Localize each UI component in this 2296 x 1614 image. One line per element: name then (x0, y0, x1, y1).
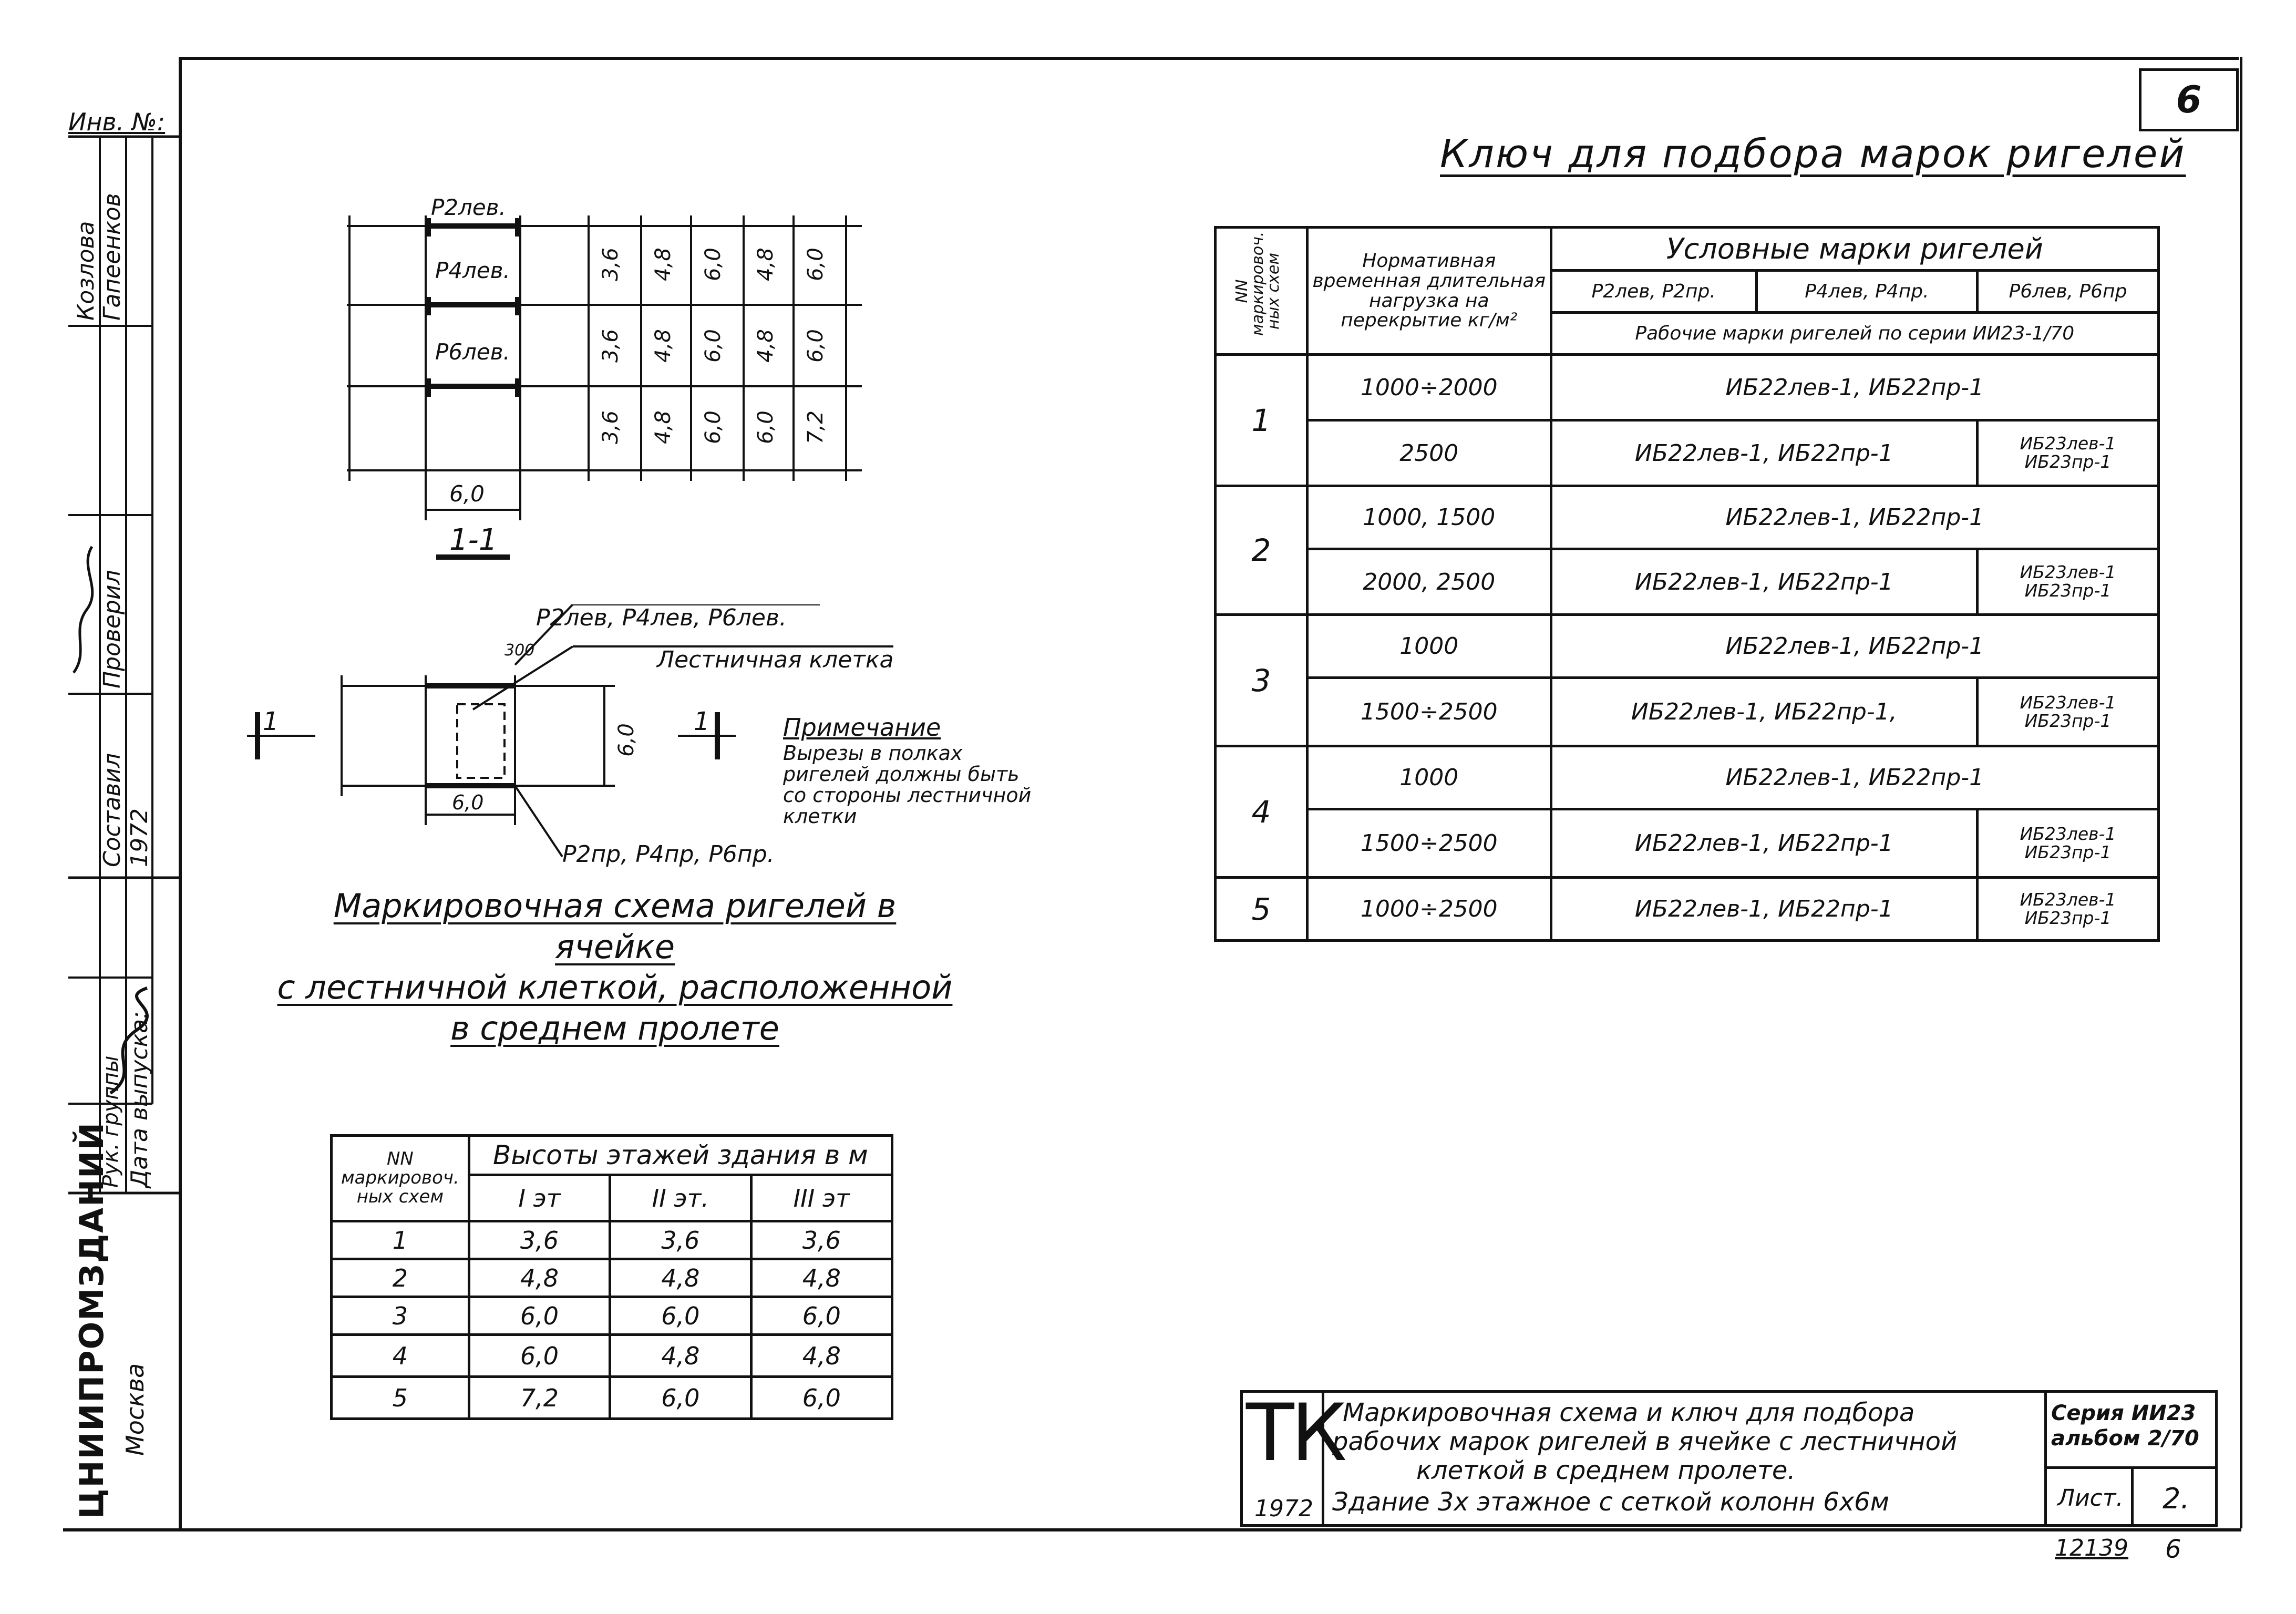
key-row-1-marks-a: ИБ22лев-1, ИБ22пр-1 (1551, 355, 2158, 420)
heights-row-1-no: 1 (332, 1221, 469, 1259)
heights-row-1-1: 3,6 (469, 1221, 610, 1259)
plan-h-1-3: 6,0 (701, 248, 725, 281)
key-row-4-no: 4 (1216, 746, 1307, 878)
key-row-4-load-a: 1000 (1307, 746, 1551, 809)
heights-row-1-2: 3,6 (610, 1221, 751, 1259)
heights-head-title: Высоты этажей здания в м (469, 1136, 892, 1175)
caption-line-1: Маркировочная схема ригелей в ячейке (333, 887, 897, 966)
key-row-2-marks-b: ИБ22лев-1, ИБ22пр-1 (1551, 549, 1977, 615)
sheet-number-box: 6 (2139, 68, 2239, 131)
heights-row-3-3: 6,0 (751, 1297, 892, 1335)
stamp-ruk-gruppy: Рук. группы (99, 1055, 123, 1188)
title-block-series-cell (2044, 1390, 2218, 1469)
cell-dim-300: 300 (504, 641, 535, 660)
cell-cut-right: 1 (694, 707, 710, 736)
plan-h-2-3: 6,0 (701, 329, 725, 363)
title-text-1: Маркировочная схема и ключ для подбора (1343, 1398, 1915, 1427)
key-row-3-p6: ИБ23лев-1 ИБ23пр-1 (1978, 678, 2159, 746)
cell-stair-label: Лестничная клетка (657, 646, 894, 673)
key-row-3-no: 3 (1216, 615, 1307, 746)
key-row-3-marks-b: ИБ22лев-1, ИБ22пр-1, (1551, 678, 1977, 746)
heights-row-4-no: 4 (332, 1335, 469, 1377)
stamp-proveril: Проверил (99, 570, 126, 688)
heights-row-4-1: 6,0 (469, 1335, 610, 1377)
sheet-label-cell (2044, 1466, 2134, 1527)
sheet-label: Лист. (2057, 1485, 2124, 1512)
heights-row-3-no: 3 (332, 1297, 469, 1335)
caption-line-2: с лестничной клеткой, расположенной (277, 968, 953, 1006)
heights-row-2-2: 4,8 (610, 1259, 751, 1297)
frame-right-border (2240, 57, 2242, 1528)
key-row-2-load-b: 2000, 2500 (1307, 549, 1551, 615)
cell-cut-left: 1 (263, 707, 279, 736)
key-row-2-p6: ИБ23лев-1 ИБ23пр-1 (1978, 549, 2159, 615)
plan-h-3-2: 4,8 (651, 410, 675, 444)
key-head-work: Рабочие марки ригелей по серии ИИ23-1/70 (1551, 313, 2158, 355)
stamp-gapeenkov: Гапеенков (99, 193, 126, 321)
plan-label-p6: Р6лев. (435, 339, 510, 365)
key-row-3-load-b: 1500÷2500 (1307, 678, 1551, 746)
heights-row-5-2: 6,0 (610, 1377, 751, 1419)
cell-note-text: Вырезы в полках ригелей должны быть со стороны лестничной клетки (783, 742, 1032, 828)
sheet-number: 2. (2163, 1482, 2190, 1515)
plan-h-2-4: 4,8 (753, 329, 778, 363)
plan-h-2-2: 4,8 (651, 329, 675, 363)
document-code: 12139 (2055, 1535, 2128, 1561)
plan-h-3-4: 6,0 (753, 410, 778, 444)
page-number-small: 6 (2165, 1535, 2181, 1564)
plan-h-1-1: 3,6 (598, 248, 623, 281)
heights-row-4-3: 4,8 (751, 1335, 892, 1377)
heights-table (330, 1134, 893, 1420)
cell-note (783, 715, 1046, 827)
key-head-load: Нормативная временная длительная нагрузка на перекрытие кг/м² (1307, 228, 1551, 355)
key-row-5-marks: ИБ22лев-1, ИБ22пр-1 (1551, 878, 1977, 941)
key-row-4-marks-a: ИБ22лев-1, ИБ22пр-1 (1551, 746, 2158, 809)
heights-col-1: I эт (469, 1175, 610, 1221)
stamp-year: 1972 (126, 808, 153, 867)
cell-dim-height: 6,0 (614, 723, 639, 757)
key-title: Ключ для подбора марок ригелей (1440, 131, 2186, 177)
plan-h-1-2: 4,8 (651, 248, 675, 281)
plan-h-3-3: 6,0 (701, 410, 725, 444)
key-row-1-marks-b: ИБ22лев-1, ИБ22пр-1 (1551, 420, 1977, 486)
heights-row-3-1: 6,0 (469, 1297, 610, 1335)
stamp-kozlova: Козлова (73, 221, 99, 321)
key-row-4-load-b: 1500÷2500 (1307, 809, 1551, 878)
stamp-data-vypuska: Дата выпуска: (126, 1011, 153, 1188)
plan-h-3-1: 3,6 (598, 410, 623, 444)
caption-line-3: в среднем пролете (450, 1009, 779, 1047)
heights-row-2-3: 4,8 (751, 1259, 892, 1297)
heights-head-no: NN маркировоч. ных схем (332, 1136, 469, 1221)
heights-row-2-1: 4,8 (469, 1259, 610, 1297)
cell-label-pr: Р2пр, Р4пр, Р6пр. (562, 841, 775, 868)
signature-scribble-2 (100, 978, 158, 1104)
heights-row-5-1: 7,2 (469, 1377, 610, 1419)
key-row-3-load-a: 1000 (1307, 615, 1551, 678)
key-row-1-load-a: 1000÷2000 (1307, 355, 1551, 420)
cell-dim-width: 6,0 (452, 791, 484, 814)
frame-top-border (179, 57, 2239, 60)
heights-row-4-2: 4,8 (610, 1335, 751, 1377)
key-row-4-p6: ИБ23лев-1 ИБ23пр-1 (1978, 809, 2159, 878)
title-text-2: рабочих марок ригелей в ячейке с лестничной (1332, 1427, 1958, 1456)
heights-col-2: II эт. (610, 1175, 751, 1221)
heights-col-3: III эт (751, 1175, 892, 1221)
plan-label-p2: Р2лев. (431, 194, 506, 220)
heights-row-3-2: 6,0 (610, 1297, 751, 1335)
stamp-sostavil: Составил (99, 753, 126, 867)
key-head-marks: Условные марки ригелей (1551, 228, 2158, 271)
key-row-1-load-b: 2500 (1307, 420, 1551, 486)
cell-label-lev: Р2лев, Р4лев, Р6лев. (536, 604, 787, 631)
logo-year: 1972 (1254, 1495, 1313, 1522)
plan-label-p4: Р4лев. (435, 258, 510, 283)
title-block-logo-cell (1240, 1387, 1344, 1527)
plan-h-2-5: 6,0 (803, 329, 828, 363)
key-head-p4: Р4лев, Р4пр. (1756, 271, 1977, 313)
key-head-p6: Р6лев, Р6пр (1978, 271, 2159, 313)
plan-h-3-5: 7,2 (803, 410, 828, 444)
side-stamp (68, 105, 179, 1524)
plan-dim-bottom: 6,0 (449, 481, 485, 507)
signature-scribble (68, 515, 100, 694)
plan-section-label: 1-1 (449, 523, 498, 557)
key-row-4-marks-b: ИБ22лев-1, ИБ22пр-1 (1551, 809, 1977, 878)
heights-row-2-no: 2 (332, 1259, 469, 1297)
key-row-5-load: 1000÷2500 (1307, 878, 1551, 941)
heights-row-5-3: 6,0 (751, 1377, 892, 1419)
heights-row-1-3: 3,6 (751, 1221, 892, 1259)
key-row-1-p6: ИБ23лев-1 ИБ23пр-1 (1978, 420, 2159, 486)
plan-h-2-1: 3,6 (598, 329, 623, 363)
key-row-3-marks-a: ИБ22лев-1, ИБ22пр-1 (1551, 615, 2158, 678)
stamp-organization: ЦНИИПРОМЗДАНИЙ (73, 1122, 111, 1519)
scheme-caption (273, 886, 956, 1048)
plan-h-1-5: 6,0 (803, 248, 828, 281)
key-table (1214, 226, 2160, 942)
logo-tk: ТК (1246, 1387, 1344, 1479)
sheet-number-cell (2131, 1466, 2218, 1527)
plan-drawing (342, 194, 867, 573)
frame-left-border (179, 57, 182, 1528)
key-row-5-no: 5 (1216, 878, 1307, 941)
title-text-4: Здание 3х этажное с сеткой колонн 6х6м (1332, 1487, 1889, 1517)
cell-note-title: Примечание (783, 713, 941, 742)
cell-scheme-drawing (236, 604, 1051, 878)
key-head-scheme-no: NN маркировоч. ных схем (1216, 228, 1307, 355)
key-row-5-p6: ИБ23лев-1 ИБ23пр-1 (1978, 878, 2159, 941)
series-label: Серия ИИ23 альбом 2/70 (2051, 1401, 2199, 1451)
stamp-city: Москва (121, 1363, 149, 1456)
key-row-2-no: 2 (1216, 486, 1307, 615)
title-block-text-cell (1322, 1390, 2047, 1527)
title-text-3: клеткой в среднем пролете. (1416, 1456, 1796, 1485)
title-block (1240, 1387, 2218, 1527)
frame-bottom-border (63, 1528, 2241, 1531)
key-head-p2: Р2лев, Р2пр. (1551, 271, 1756, 313)
plan-h-1-4: 4,8 (753, 248, 778, 281)
key-row-2-marks-a: ИБ22лев-1, ИБ22пр-1 (1551, 486, 2158, 549)
key-row-1-no: 1 (1216, 355, 1307, 486)
key-row-2-load-a: 1000, 1500 (1307, 486, 1551, 549)
inv-number-label: Инв. №: (68, 108, 166, 136)
heights-row-5-no: 5 (332, 1377, 469, 1419)
